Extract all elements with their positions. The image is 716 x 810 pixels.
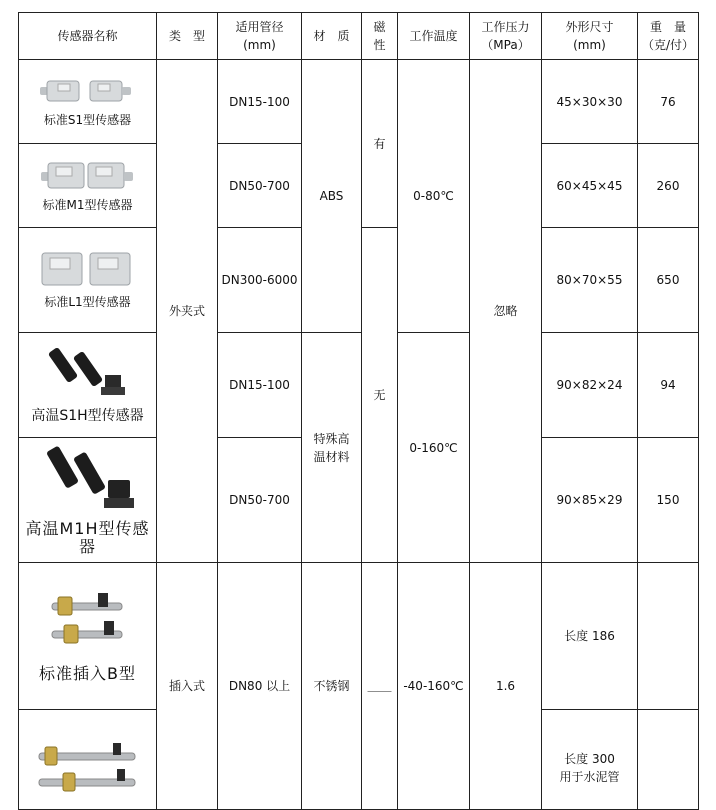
sensor-name-cell — [19, 710, 157, 810]
sensor-name: 高温S1H型传感器 — [31, 408, 144, 424]
header-size-line2: (mm) — [573, 38, 606, 52]
header-magnetic — [362, 13, 398, 60]
sensor-s1h-image — [43, 345, 133, 403]
header-magnetic-line2: 性 — [373, 38, 386, 52]
material-abs-cell: ABS — [302, 60, 362, 333]
pipe-cell: DN300-6000 — [218, 228, 302, 333]
header-weight — [638, 13, 699, 60]
temp-insert-cell: -40-160℃ — [398, 563, 470, 810]
size-cell: 60×45×45 — [542, 144, 638, 228]
header-temp: 工作温度 — [398, 13, 470, 60]
size-cell: 90×82×24 — [542, 333, 638, 438]
pipe-cell: DN15-100 — [218, 60, 302, 144]
magnetic-yes-cell: 有 — [362, 60, 398, 228]
type-insert-cell: 插入式 — [157, 563, 218, 810]
material-special-line1: 特殊高 — [313, 431, 350, 446]
header-pressure-line1: 工作压力 — [481, 20, 530, 34]
weight-cell: 150 — [638, 438, 699, 563]
sensor-name-cell — [19, 563, 157, 710]
weight-cell: 94 — [638, 333, 699, 438]
magnetic-no-cell: 无 — [362, 228, 398, 563]
magnetic-dash-cell: ＿＿ — [362, 563, 398, 810]
pipe-cell: DN50-700 — [218, 144, 302, 228]
temp-80-cell: 0-80℃ — [398, 60, 470, 333]
weight-cell: 260 — [638, 144, 699, 228]
pipe-insert-cell: DN80 以上 — [218, 563, 302, 810]
table-row — [19, 563, 699, 710]
header-pipe — [218, 13, 302, 60]
pipe-cell: DN50-700 — [218, 438, 302, 563]
header-name: 传感器名称 — [19, 13, 157, 60]
sensor-name-cell — [19, 60, 157, 144]
header-magnetic-line1: 磁 — [373, 20, 386, 34]
weight-cell — [638, 563, 699, 710]
sensor-name: 高温M1H型传感器 — [25, 519, 150, 556]
weight-cell: 650 — [638, 228, 699, 333]
pressure-ignore-cell: 忽略 — [470, 60, 542, 563]
sensor-s1-image — [38, 75, 138, 107]
pipe-cell: DN15-100 — [218, 333, 302, 438]
sensor-m1h-image — [38, 444, 138, 516]
header-size — [542, 13, 638, 60]
material-stainless-cell: 不锈钢 — [302, 563, 362, 810]
material-special-line2: 温材料 — [313, 449, 350, 464]
sensor-name: 标准M1型传感器 — [42, 197, 133, 212]
size-cell: 45×30×30 — [542, 60, 638, 144]
sensor-name: 标准插入B型 — [39, 664, 136, 683]
header-weight-line2: （克/付） — [641, 38, 695, 52]
table-row — [19, 333, 699, 438]
weight-cell — [638, 710, 699, 810]
sensor-l1-image — [38, 249, 138, 289]
header-weight-line1: 重 量 — [649, 20, 686, 34]
header-pressure — [470, 13, 542, 60]
sensor-name-cell — [19, 228, 157, 333]
size-cell: 90×85×29 — [542, 438, 638, 563]
material-special-cell — [302, 333, 362, 563]
sensor-name: 标准S1型传感器 — [43, 112, 132, 127]
sensor-name: 标准L1型传感器 — [44, 295, 131, 309]
sensor-name-cell — [19, 438, 157, 563]
header-type: 类 型 — [157, 13, 218, 60]
header-material: 材 质 — [302, 13, 362, 60]
size-cell — [542, 710, 638, 810]
temp-160-cell: 0-160℃ — [398, 333, 470, 563]
header-size-line1: 外形尺寸 — [565, 20, 614, 34]
header-pressure-line2: （MPa） — [481, 38, 530, 52]
type-clamp-cell: 外夹式 — [157, 60, 218, 563]
sensor-name-cell — [19, 333, 157, 438]
size-line1: 长度 300 — [564, 752, 615, 766]
sensor-m1-image — [38, 158, 138, 192]
size-cell: 80×70×55 — [542, 228, 638, 333]
header-row — [19, 13, 699, 60]
size-line2: 用于水泥管 — [559, 770, 620, 784]
sensor-spec-table — [18, 12, 699, 810]
table-row — [19, 60, 699, 144]
sensor-insert-b-image — [38, 589, 138, 661]
pressure-insert-cell: 1.6 — [470, 563, 542, 810]
weight-cell: 76 — [638, 60, 699, 144]
sensor-name-cell — [19, 144, 157, 228]
header-pipe-line2: (mm) — [243, 38, 276, 52]
size-cell: 长度 186 — [542, 563, 638, 710]
header-pipe-line1: 适用管径 — [235, 20, 284, 34]
